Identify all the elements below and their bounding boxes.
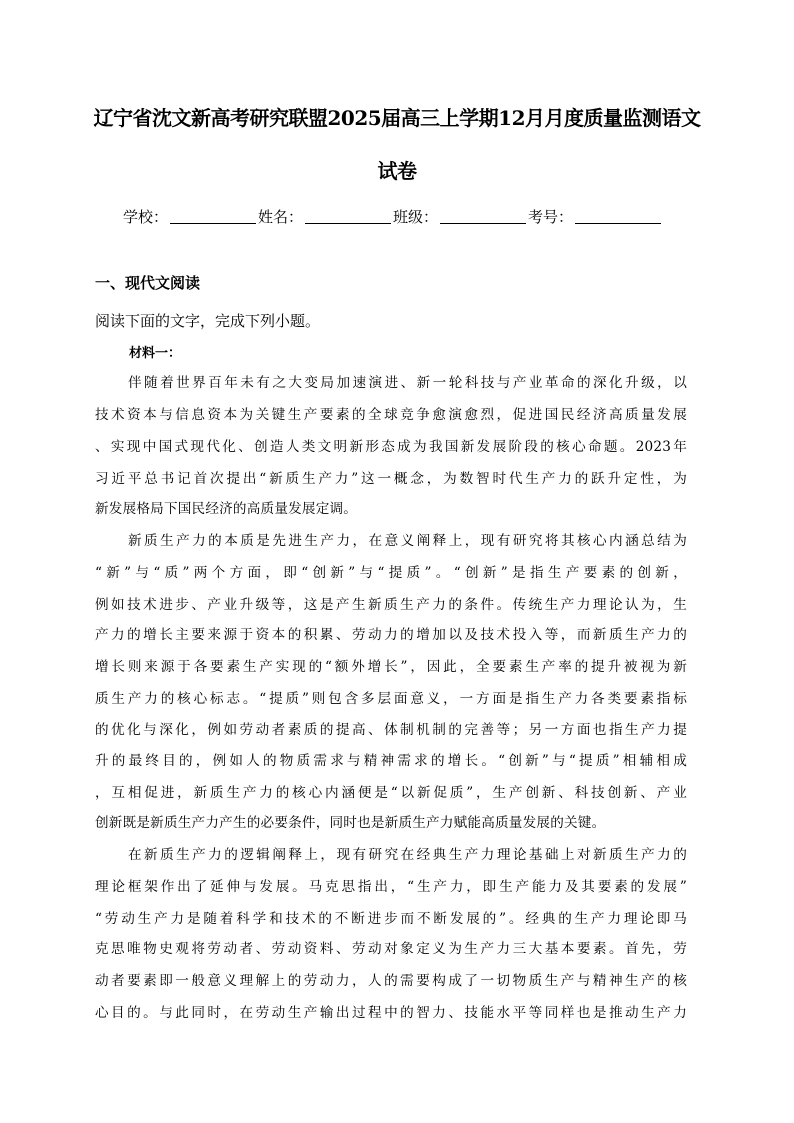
school-blank <box>170 207 256 224</box>
section-heading: 一、现代文阅读 <box>95 274 201 292</box>
class-label: 班级： <box>393 208 439 226</box>
body-text-line: 、实现中国式现代化、创造人类文明新形态成为我国新发展阶段的核心命题。2023年 <box>95 439 687 455</box>
body-text-line: 例如技术进步、产业升级等，这是产生新质生产力的条件。传统生产力理论认为，生 <box>95 597 687 613</box>
body-text-line: 理论框架作出了延伸与发展。马克思指出，“生产力，即生产能力及其要素的发展” <box>95 879 687 895</box>
body-text-line: ，互相促进，新质生产力的核心内涵便是“以新促质”，生产创新、科技创新、产业 <box>95 785 687 801</box>
exam-number-label: 考号： <box>528 208 574 226</box>
document-title-line-2: 试卷 <box>377 159 417 183</box>
body-text-line: 动者要素即一般意义理解上的劳动力，人的需要构成了一切物质生产与精神生产的核 <box>95 973 687 989</box>
reading-instruction: 阅读下面的文字，完成下列小题。 <box>95 312 321 330</box>
body-text-line: 产力的增长主要来源于资本的积累、劳动力的增加以及技术投入等，而新质生产力的 <box>95 627 687 643</box>
student-info-row <box>123 205 663 227</box>
body-text-line: “劳动生产力是随着科学和技术的不断进步而不断发展的”。经典的生产力理论即马 <box>95 911 687 927</box>
name-blank <box>305 207 391 224</box>
body-text-line: 升的最终目的，例如人的物质需求与精神需求的增长。“创新”与“提质”相辅相成 <box>95 753 687 769</box>
body-text-line: 心目的。与此同时，在劳动生产输出过程中的智力、技能水平等同样也是推动生产力 <box>95 1005 687 1021</box>
body-text-line: 技术资本与信息资本为关键生产要素的全球竞争愈演愈烈，促进国民经济高质量发展 <box>95 407 687 423</box>
material-one-label: 材料一： <box>129 346 182 361</box>
body-text-line: 伴随着世界百年未有之大变局加速演进、新一轮科技与产业革命的深化升级，以 <box>128 375 687 391</box>
body-text-line: 创新既是新质生产力产生的必要条件，同时也是新质生产力赋能高质量发展的关键。 <box>95 815 606 831</box>
body-text-line: 克思唯物史观将劳动者、劳动资料、劳动对象定义为生产力三大基本要素。首先，劳 <box>95 941 687 957</box>
document-title-line-1: 辽宁省沈文新高考研究联盟2025届高三上学期12月月度质量监测语文 <box>93 106 701 130</box>
name-label: 姓名： <box>258 208 304 226</box>
body-text-line: 的优化与深化，例如劳动者素质的提高、体制机制的完善等；另一方面也指生产力提 <box>95 722 687 738</box>
body-text-line: 在新质生产力的逻辑阐释上，现有研究在经典生产力理论基础上对新质生产力的 <box>128 847 687 863</box>
body-text-line: “新”与“质”两个方面，即“创新”与“提质”。“创新”是指生产要素的创新， <box>95 565 687 581</box>
body-text-line: 习近平总书记首次提出“新质生产力”这一概念，为数智时代生产力的跃升定性，为 <box>95 471 687 487</box>
body-text-line: 增长则来源于各要素生产实现的“额外增长”，因此，全要素生产率的提升被视为新 <box>95 659 687 675</box>
body-text-line: 新质生产力的本质是先进生产力，在意义阐释上，现有研究将其核心内涵总结为 <box>128 533 687 549</box>
school-label: 学校： <box>123 208 169 226</box>
body-text-line: 新发展格局下国民经济的高质量发展定调。 <box>95 501 358 517</box>
body-text-line: 质生产力的核心标志。“提质”则包含多层面意义，一方面是指生产力各类要素指标 <box>95 691 687 707</box>
exam-number-blank <box>575 207 661 224</box>
class-blank <box>440 207 526 224</box>
